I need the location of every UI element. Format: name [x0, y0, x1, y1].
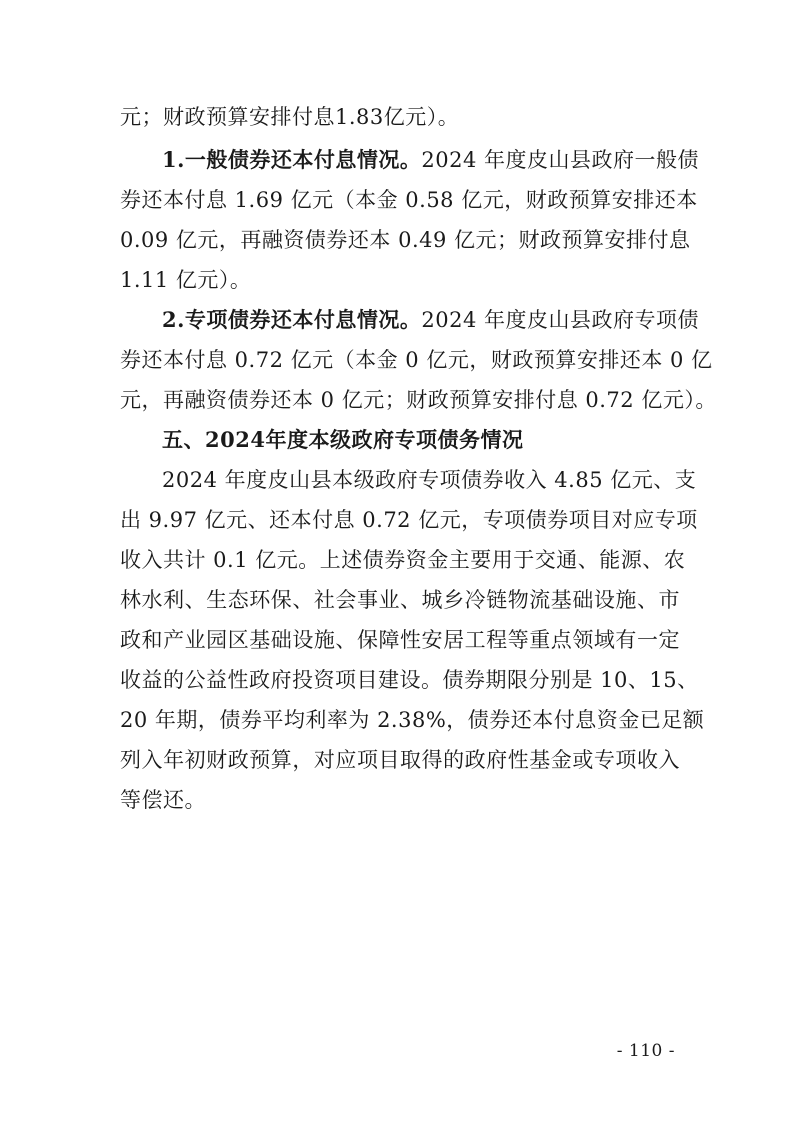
paragraph-5-line-9: 等偿还。 — [120, 788, 206, 812]
section-2-line1-rest: 2024 年度皮山县政府专项债 — [421, 308, 700, 332]
section-2-line-3: 元，再融资债券还本 0 亿元；财政预算安排付息 0.72 亿元）。 — [120, 388, 717, 412]
paragraph-5-line-4: 林水利、生态环保、社会事业、城乡冷链物流基础设施、市 — [120, 588, 680, 612]
paragraph-5-line-1: 2024 年度皮山县本级政府专项债券收入 4.85 亿元、支 — [162, 468, 697, 492]
section-1-lead: 1.一般债券还本付息情况。 — [162, 147, 422, 172]
section-1-line-2: 券还本付息 1.69 亿元（本金 0.58 亿元，财政预算安排还本 — [120, 188, 698, 212]
continuation-line: 元；财政预算安排付息1.83亿元）。 — [120, 105, 460, 129]
section-2-line-2: 券还本付息 0.72 亿元（本金 0 亿元，财政预算安排还本 0 亿 — [120, 348, 713, 372]
section-heading-5: 五、2024年度本级政府专项债务情况 — [162, 427, 524, 452]
paragraph-5-line-7: 20 年期，债券平均利率为 2.38%，债券还本付息资金已足额 — [120, 708, 705, 732]
section-1-first-line — [162, 146, 700, 174]
page-number: - 110 - — [616, 1041, 675, 1061]
section-1-line1-rest: 2024 年度皮山县政府一般债 — [421, 148, 700, 172]
section-1-line-4: 1.11 亿元）。 — [120, 268, 252, 292]
section-2-first-line — [162, 306, 700, 334]
section-2-lead: 2.专项债券还本付息情况。 — [162, 307, 422, 332]
paragraph-5-line-8: 列入年初财政预算，对应项目取得的政府性基金或专项收入 — [120, 748, 680, 772]
section-1-line-3: 0.09 亿元，再融资债券还本 0.49 亿元；财政预算安排付息 — [120, 228, 691, 252]
paragraph-5-line-6: 收益的公益性政府投资项目建设。债券期限分别是 10、15、 — [120, 668, 699, 692]
paragraph-5-line-2: 出 9.97 亿元、还本付息 0.72 亿元，专项债券项目对应专项 — [120, 508, 698, 532]
paragraph-5-line-5: 政和产业园区基础设施、保障性安居工程等重点领域有一定 — [120, 628, 680, 652]
paragraph-5-line-3: 收入共计 0.1 亿元。上述债券资金主要用于交通、能源、农 — [120, 548, 686, 572]
